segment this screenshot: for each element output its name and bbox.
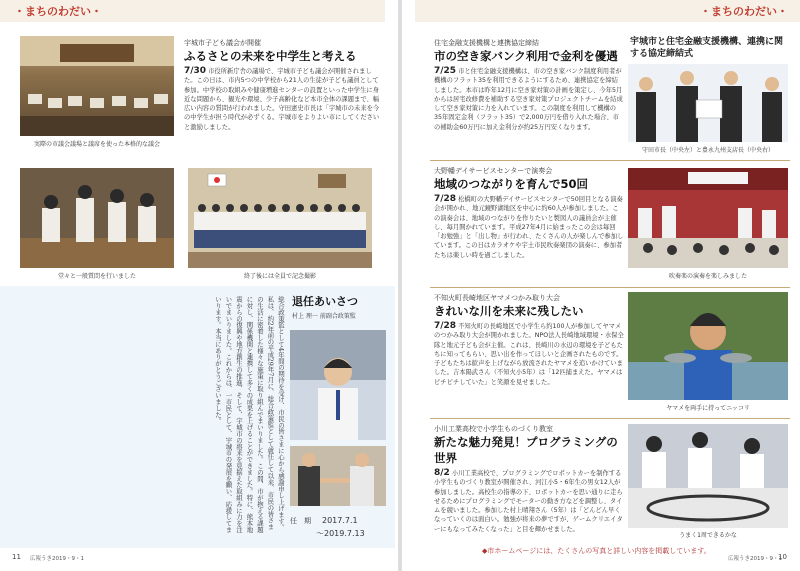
article2-body: 市と住宅金融支援機構は、市の空き家バンク制度利用者が機構のフラット35を利用できるようにするため、連携協定を締結しました。本市は昨年12月に空き家対策の計画を策定し、今年5月からは居宅改修費を補助する空き家対策プロジェクトチームを結成して空き家対策に力を入れています。この制度を利用して機構の35年固定金利（フラット35）で2,000万円を借り入れた場合、市の補助金60万円に加え金利分が約25万円安くなります。 [434, 68, 623, 131]
robot-car-illustration [628, 424, 788, 528]
retiree-portrait-illustration [290, 330, 386, 440]
caption-fish-catch: ヤマメを両手に持ってニッコリ [666, 405, 750, 412]
article1-headline: ふるさとの未来を中学生と考える [184, 49, 357, 63]
agreement-photo [628, 34, 788, 142]
section-tag-right: ・まちのわだい・ [700, 5, 788, 18]
group-photo-illustration [188, 168, 372, 268]
caption-agreement: 守田市長（中央左）と豊永九州支店長（中央右） [641, 147, 774, 154]
fish-catch-illustration [628, 292, 788, 400]
article3-headline: 地域のつながりを育んで50回 [434, 177, 589, 191]
term-from: 2017.7.1 [322, 516, 358, 525]
article3-body: 松橋町の大野幡デイサービスセンターで50回目となる演奏会が開かれ、地元鏡野湖地区を中心に約60人が参加しました。この演奏会は、地域のつながりを作りたいと製図人の議員会が主催し、毎月開かれています。平成27年4月に始まったこの会は毎回「お勉強」と「出し物」が行われ、たくさんの人が楽しんで参加しています。この日はカラオケや宇土市民吹奏楽団の演奏に、参加者たちは楽しい時を過ごしました。 [434, 196, 624, 259]
retiree-portrait [290, 330, 386, 440]
article3-text [434, 166, 624, 260]
retirement-title: 退任あいさつ [292, 295, 358, 308]
homepage-note: ◆市ホームページには、たくさんの写真と詳しい内容を掲載しています。 [482, 547, 711, 555]
article1-kicker: 宇城市子ども議会が開催 [184, 39, 261, 47]
retirement-body: 総合政策監として4年間の期待を受け、市民の皆さまに心から感謝申し上げます。私は、約2年前の平成29年7月に、総合政策監として就任して以来、市民の皆さまの生活に密着した様々な施策に取り組んでまいりました。この間、市が抱える課題に対し、関係機関と連携して多くの成果を上げることができました。特に、熊本地震からの復興や地方創生の推進、そして、宇城市の将来を見据えた取組みに力を注いでまいりました。これからは、一市民として、宇城市の発展を願い、応援してまいります。本当にありがとうございました。 [214, 296, 285, 533]
divider-3 [430, 418, 790, 419]
handshake-photo [290, 446, 386, 506]
term-to: ～2019.7.13 [316, 529, 365, 538]
student-speech-illustration [20, 168, 174, 268]
caption-concert: 吹奏楽の演奏を楽しみました [668, 273, 747, 280]
article2-kicker: 住宅金融支援機構と連携協定締結 [434, 39, 539, 47]
caption-robot-car: うまく1周できるかな [679, 532, 737, 539]
retirement-subtitle: 村上 理一 前副合政策監 [292, 313, 356, 320]
article5-headline: 新たな魅力発見！プログラミングの世界 [434, 435, 618, 465]
article4-date: 7/28 [434, 321, 457, 331]
term-label: 任 期 [290, 517, 311, 525]
student-speech-photo [20, 168, 174, 268]
article5-date: 8/2 [434, 468, 450, 478]
article2-text [434, 38, 624, 132]
divider-1 [430, 160, 790, 161]
article4-body: 不知火町の長崎地区で小学生ら約100人が参加してヤマメのつかみ取り大会が開かれました。NPO法人長崎地域環境・水保全隊と地元子ども会が主催。これは、長崎川の水辺の環境を子どもたちに知ってもらい、思い出を作ってほしいと企画されたものです。子どもたちは歓声を上げながら放流されたヤマメを追いかけていました。吉本陽武さん（不知火小5年）は「12匹捕まえた。ヤマメはピチピチしていた」と笑顔を見せました。 [434, 323, 624, 386]
issue-info-left: 広報うき2019・9・1 [30, 556, 84, 562]
article3-kicker: 大野幡デイサービスセンターで演奏会 [434, 167, 553, 175]
page-gutter [398, 0, 402, 571]
article2-headline: 市の空き家バンク利用で金利を優遇 [434, 49, 618, 63]
issue-info-right: 広報うき2019・9・1 [728, 556, 782, 562]
fish-catch-photo [628, 292, 788, 400]
agreement-banner-text: 宇城市と住宅金融支援機構、連携に関する協定締結式 [630, 37, 784, 59]
caption-group-photo: 終了後には全員で記念撮影 [243, 273, 316, 280]
article2-date: 7/25 [434, 66, 457, 76]
robot-car-photo [628, 424, 788, 528]
article5-body: 小川工業高校で、プログラミングでロボットカーを制作する小学生ものづくり教室が開催され、河江小5・6年生の男女12人が参加しました。高校生の指導の下、ロボットカーを思い通りに走らせるためにプログラミングでモーターの動き方などを調整し、タイムを競いました。参加した村上晴翔さん（5年）は「どんどん早くなっていくのは面白い。勉強が将来の夢ですが、ゲームクリエイターにもなってみたくなった」と目を輝かせました。 [434, 470, 623, 533]
article4-text [434, 293, 624, 387]
retirement-heading [292, 293, 387, 320]
concert-photo [628, 168, 788, 268]
caption-council-chamber: 実際の市議会議場と議席を使った本格的な議会 [33, 141, 160, 148]
handshake-illustration [290, 446, 386, 506]
page-number-right: 10 [778, 553, 787, 561]
group-photo [188, 168, 372, 268]
article1-text [184, 38, 384, 132]
article1-body: 市役所新庁舎の議場で、宇城市子ども議会が開催されました。この日は、市内5つの中学校から21人の生徒が子ども議員として参加。中学校の取組みや健康増進センターの設置といった中学生に身近な問題から、観光や環境、少子高齢化など本市全体の課題まで、幅広い内容の質問が行われました。守田憲史市長は「宇城市の未来を今の中学生が担う時代が必ずくる。宇城市をよりよい市にしてくださいと激励しました。 [184, 68, 380, 131]
section-tag-left: ・まちのわだい・ [14, 5, 102, 18]
page-number-left: 11 [12, 553, 21, 561]
concert-illustration [628, 168, 788, 268]
council-chamber-photo [20, 36, 174, 136]
council-chamber-illustration [20, 36, 174, 136]
article3-date: 7/28 [434, 194, 457, 204]
article1-date: 7/30 [184, 66, 207, 76]
divider-2 [430, 287, 790, 288]
article4-kicker: 不知火町長崎地区ヤマメつかみ取り大会 [434, 294, 560, 302]
article5-text [434, 424, 624, 534]
caption-student-speech: 堂々と一般質問を行いました [57, 273, 136, 280]
article4-headline: きれいな川を未来に残したい [434, 304, 584, 318]
article5-kicker: 小川工業高校で小学生ものづくり教室 [434, 425, 553, 433]
